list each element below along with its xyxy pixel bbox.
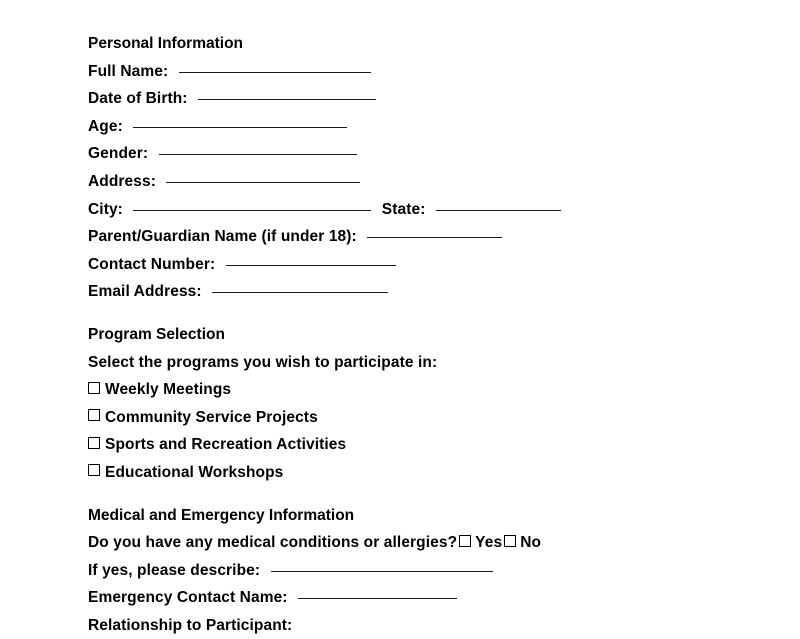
- section-spacer: [88, 306, 728, 321]
- field-rule-emergency-contact-name[interactable]: [298, 598, 457, 599]
- field-label-relationship-to-participant: Relationship to Participant:: [88, 616, 293, 634]
- checkbox-label-weekly-meetings: Weekly Meetings: [105, 381, 232, 399]
- empty-checkbox-icon[interactable]: [88, 437, 100, 449]
- empty-checkbox-icon[interactable]: [88, 409, 100, 421]
- checkbox-row-sports-and-recreation-activities[interactable]: [88, 431, 728, 459]
- field-row-city-state: [88, 196, 728, 224]
- field-label-date-of-birth: Date of Birth:: [88, 90, 188, 108]
- section-heading-personal-information: [88, 30, 728, 58]
- field-row-address: [88, 168, 728, 196]
- field-label-contact-number: Contact Number:: [88, 255, 216, 273]
- checkbox-label-sports-and-recreation-activities: Sports and Recreation Activities: [105, 436, 347, 454]
- field-label-address: Address:: [88, 172, 156, 190]
- prompt-text: Select the programs you wish to participate in:: [88, 353, 438, 371]
- section-title: Program Selection: [88, 325, 225, 343]
- field-rule-contact-number[interactable]: [226, 265, 396, 266]
- empty-checkbox-icon-no[interactable]: [504, 535, 516, 547]
- field-label-city: City:: [88, 200, 123, 218]
- checkbox-label-community-service-projects: Community Service Projects: [105, 408, 318, 426]
- field-label-age: Age:: [88, 117, 123, 135]
- checkbox-row-community-service-projects[interactable]: [88, 404, 728, 432]
- field-rule-parent-guardian-name[interactable]: [367, 237, 502, 238]
- field-label-email-address: Email Address:: [88, 283, 202, 301]
- field-row-if-yes-please-describe: [88, 557, 728, 585]
- field-label-if-yes-please-describe: If yes, please describe:: [88, 561, 261, 579]
- field-row-contact-number: [88, 251, 728, 279]
- field-row-age: [88, 113, 728, 141]
- section-heading-medical-and-emergency-information: [88, 502, 728, 530]
- medical-option-label-no: No: [520, 534, 542, 552]
- field-label-emergency-contact-name: Emergency Contact Name:: [88, 589, 288, 607]
- program-selection-prompt: [88, 349, 728, 377]
- field-rule-age[interactable]: [133, 127, 347, 128]
- section-title: Medical and Emergency Information: [88, 506, 355, 524]
- field-label-gender: Gender:: [88, 145, 149, 163]
- field-row-parent-guardian-name: [88, 223, 728, 251]
- section-heading-program-selection: [88, 321, 728, 349]
- field-rule-if-yes-please-describe[interactable]: [271, 571, 493, 572]
- field-label-parent-guardian-name: Parent/Guardian Name (if under 18):: [88, 228, 357, 246]
- field-rule-state[interactable]: [436, 210, 561, 211]
- field-rule-email-address[interactable]: [212, 292, 388, 293]
- field-row-gender: [88, 140, 728, 168]
- field-rule-date-of-birth[interactable]: [198, 99, 376, 100]
- section-spacer: [88, 487, 728, 502]
- field-rule-gender[interactable]: [159, 154, 357, 155]
- checkbox-row-weekly-meetings[interactable]: [88, 376, 728, 404]
- field-rule-full-name[interactable]: [179, 72, 371, 73]
- empty-checkbox-icon[interactable]: [88, 464, 100, 476]
- form-document: [88, 30, 728, 639]
- medical-option-label-yes: Yes: [475, 534, 503, 552]
- empty-checkbox-icon-yes[interactable]: [459, 535, 471, 547]
- section-title: Personal Information: [88, 35, 244, 52]
- checkbox-row-educational-workshops[interactable]: [88, 459, 728, 487]
- field-row-date-of-birth: [88, 85, 728, 113]
- field-row-relationship-to-participant: [88, 612, 728, 639]
- medical-question-row: [88, 529, 728, 557]
- field-label-full-name: Full Name:: [88, 62, 169, 80]
- empty-checkbox-icon[interactable]: [88, 382, 100, 394]
- field-row-email-address: [88, 278, 728, 306]
- checkbox-label-educational-workshops: Educational Workshops: [105, 463, 284, 481]
- field-label-state: State:: [381, 200, 426, 218]
- field-row-full-name: [88, 58, 728, 86]
- field-rule-address[interactable]: [166, 182, 360, 183]
- field-rule-city[interactable]: [133, 210, 371, 211]
- medical-question-text: Do you have any medical conditions or allergies?: [88, 534, 458, 552]
- field-row-emergency-contact-name: [88, 584, 728, 612]
